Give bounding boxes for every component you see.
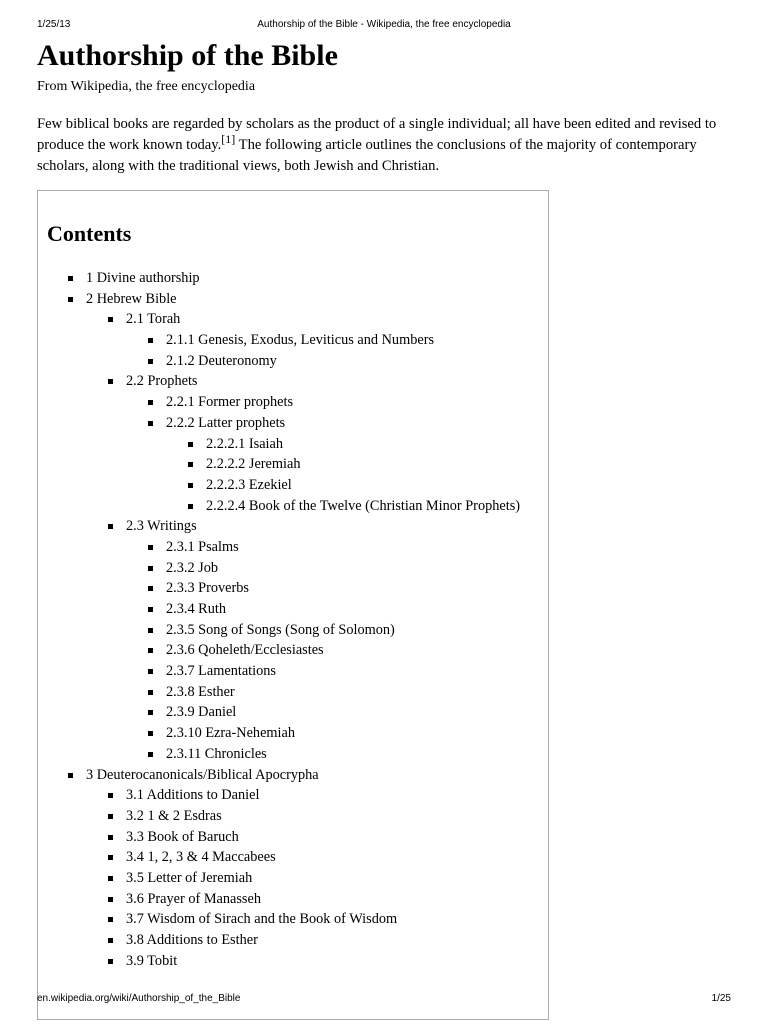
toc-link[interactable]: 2.3.11 Chronicles — [166, 745, 267, 762]
toc-link[interactable]: 2.3.8 Esther — [166, 683, 235, 700]
bullet-icon — [108, 959, 113, 964]
toc-link[interactable]: 2.2.1 Former prophets — [166, 394, 294, 411]
bullet-icon — [108, 876, 113, 881]
bullet-icon — [108, 814, 113, 819]
toc-link[interactable]: 2.3 Writings — [126, 518, 197, 535]
toc-link[interactable]: 2.2.2.2 Jeremiah — [206, 456, 301, 473]
bullet-icon — [188, 504, 193, 509]
toc-link[interactable]: 2.3.3 Proverbs — [166, 580, 249, 597]
print-page-number: 1/25 — [711, 993, 731, 1004]
bullet-icon — [108, 897, 113, 902]
print-header — [37, 19, 731, 30]
toc-title: Contents — [47, 221, 132, 246]
toc-link[interactable]: 2.1.1 Genesis, Exodus, Leviticus and Numbers — [166, 332, 435, 349]
table-of-contents — [37, 190, 549, 1020]
bullet-icon — [148, 690, 153, 695]
reference-1 — [221, 132, 235, 146]
toc-link[interactable]: 3.2 1 & 2 Esdras — [126, 807, 222, 824]
toc-link[interactable]: 2.3.6 Qoheleth/Ecclesiastes — [166, 642, 324, 659]
toc-link[interactable]: 2.1.2 Deuteronomy — [166, 352, 277, 369]
bullet-icon — [148, 752, 153, 757]
bullet-icon — [108, 317, 113, 322]
toc-link[interactable]: 3.3 Book of Baruch — [126, 828, 239, 845]
bullet-icon — [188, 483, 193, 488]
toc-link[interactable]: 2.3.4 Ruth — [166, 601, 226, 617]
bullet-icon — [148, 359, 153, 364]
toc-link[interactable]: 3.5 Letter of Jeremiah — [126, 869, 253, 886]
print-date: 1/25/13 — [37, 19, 71, 30]
bullet-icon — [148, 731, 153, 736]
toc-link[interactable]: 3.1 Additions to Daniel — [126, 787, 260, 804]
intro-text-continued: The following article outlines the conclusions of the majority of contemporary scholars, along with the traditional views, both Jewish and Christian. — [37, 137, 697, 174]
toc-link[interactable]: 2.3.5 Song of Songs (Song of Solomon) — [166, 621, 395, 638]
toc-link[interactable]: 2.3.2 Job — [166, 559, 219, 576]
intro-text: Few biblical books are regarded by scholars as the product of a single individual; all have been edited and revised to produce the work known today. — [37, 116, 717, 153]
bullet-icon — [68, 297, 73, 302]
print-url: en.wikipedia.org/wiki/Authorship_of_the_Bible — [37, 993, 241, 1004]
toc-link[interactable]: 2.2.2.1 Isaiah — [206, 435, 284, 452]
toc-link[interactable]: 3.8 Additions to Esther — [126, 932, 258, 948]
bullet-icon — [148, 648, 153, 653]
bullet-icon — [68, 773, 73, 778]
toc-link[interactable]: 2.2 Prophets — [126, 373, 198, 390]
page-title: Authorship of the Bible — [37, 39, 338, 72]
toc-link[interactable]: 2.2.2.4 Book of the Twelve (Christian Minor Prophets) — [206, 497, 521, 514]
toc-link[interactable]: 3 Deuterocanonicals/Biblical Apocrypha — [86, 766, 319, 783]
bullet-icon — [108, 917, 113, 922]
print-title: Authorship of the Bible - Wikipedia, the free encyclopedia — [257, 19, 511, 30]
bullet-icon — [108, 855, 113, 860]
print-footer — [37, 993, 731, 1004]
toc-link[interactable]: 2 Hebrew Bible — [86, 290, 177, 307]
bullet-icon — [108, 524, 113, 529]
toc-link[interactable]: 1 Divine authorship — [86, 270, 200, 286]
toc-link[interactable]: 2.2.2 Latter prophets — [166, 414, 286, 431]
toc-link[interactable]: 2.3.9 Daniel — [166, 704, 237, 721]
bullet-icon — [148, 607, 153, 612]
toc-link[interactable]: 3.6 Prayer of Manasseh — [126, 890, 261, 907]
bullet-icon — [148, 710, 153, 715]
toc-link[interactable]: 2.3.1 Psalms — [166, 538, 239, 555]
toc-link[interactable]: 2.3.10 Ezra-Nehemiah — [166, 725, 296, 742]
bullet-icon — [108, 938, 113, 943]
toc-link[interactable]: 2.3.7 Lamentations — [166, 663, 276, 680]
bullet-icon — [108, 793, 113, 798]
toc-link[interactable]: 2.2.2.3 Ezekiel — [206, 476, 292, 493]
intro-paragraph — [37, 114, 737, 177]
bullet-icon — [68, 276, 73, 281]
bullet-icon — [188, 462, 193, 467]
bullet-icon — [148, 545, 153, 550]
bullet-icon — [188, 442, 193, 447]
bullet-icon — [148, 669, 153, 674]
bullet-icon — [148, 586, 153, 591]
bullet-icon — [108, 379, 113, 384]
toc-link[interactable]: 3.9 Tobit — [126, 952, 178, 969]
toc-link[interactable]: 2.1 Torah — [126, 311, 181, 328]
bullet-icon — [148, 628, 153, 633]
bullet-icon — [108, 835, 113, 840]
bullet-icon — [148, 338, 153, 343]
bullet-icon — [148, 566, 153, 571]
toc-link[interactable]: 3.7 Wisdom of Sirach and the Book of Wisdom — [126, 911, 398, 928]
bullet-icon — [148, 400, 153, 405]
reference-link[interactable]: [1] — [221, 132, 236, 146]
toc-link[interactable]: 3.4 1, 2, 3 & 4 Maccabees — [126, 849, 276, 866]
bullet-icon — [148, 421, 153, 426]
site-tagline: From Wikipedia, the free encyclopedia — [37, 79, 256, 94]
